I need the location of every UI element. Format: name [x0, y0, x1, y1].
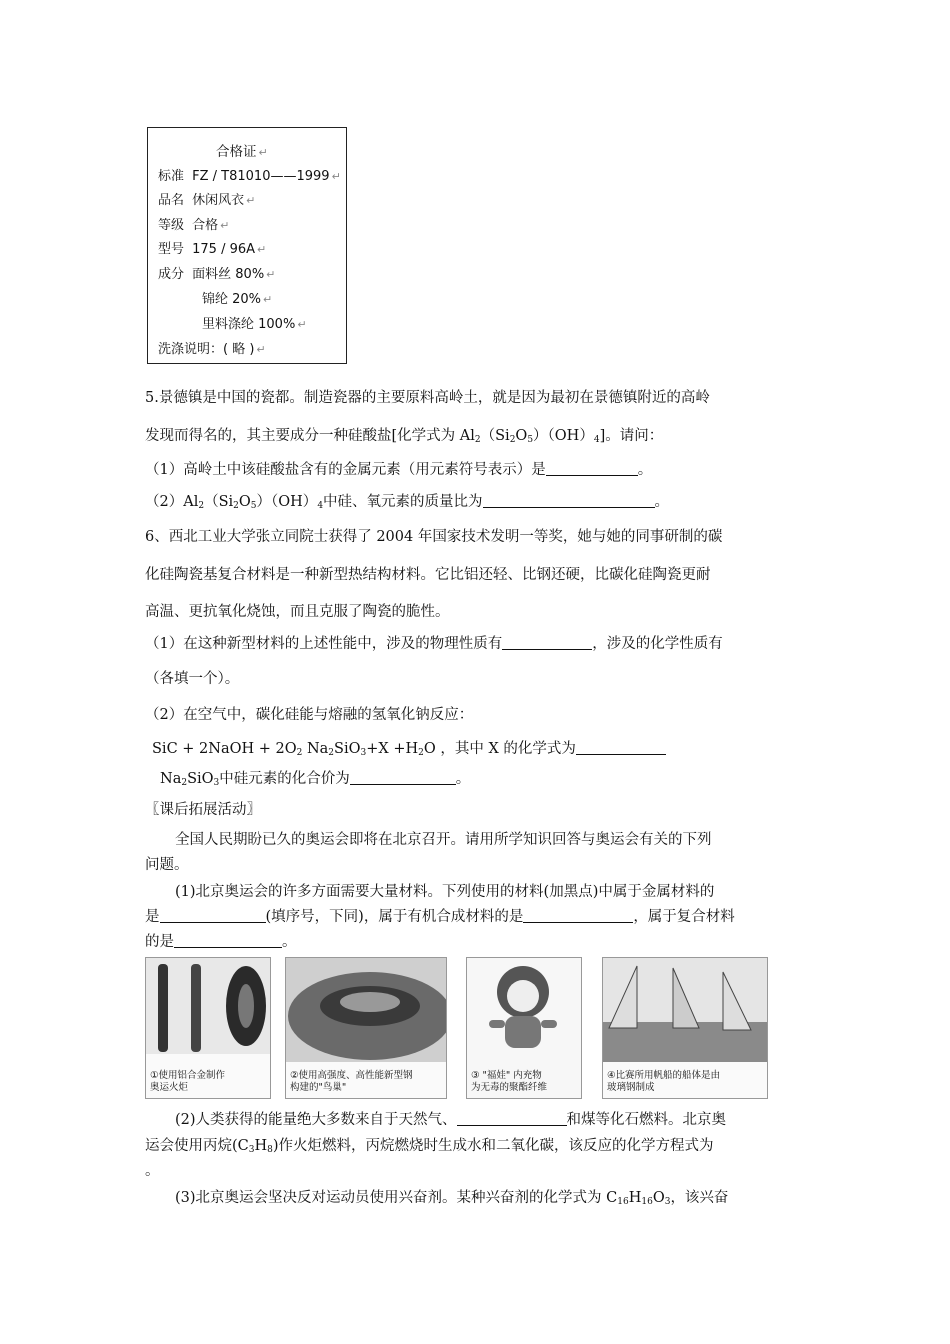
answer-blank[interactable]	[523, 908, 633, 923]
q6-line-1: 6、西北工业大学张立同院士获得了 2004 年国家技术发明一等奖，她与她的同事研制的碳	[145, 529, 723, 545]
activity-intro-1: 全国人民期盼已久的奥运会即将在北京召开。请用所学知识回答与奥运会有关的下列	[175, 832, 712, 848]
photo-torch	[145, 957, 271, 1099]
q6-part-2: （2）在空气中，碳化硅能与熔融的氢氧化钠反应：	[145, 707, 474, 723]
activity-heading: 〖课后拓展活动〗	[145, 802, 261, 818]
certificate-extra-line: 锦纶 20% ↵	[202, 292, 273, 307]
q6-equation: SiC + 2NaOH + $2O_2$ $Na_2SiO_3+X +H_2O$ ，其中 X 的化学式为	[152, 737, 666, 758]
certificate-title: 合格证 ↵	[216, 144, 268, 160]
activity-p1-line-1: (1)北京奥运会的许多方面需要大量材料。下列使用的材料(加黑点)中属于金属材料的	[175, 884, 715, 900]
activity-p2-line-3: 。	[145, 1163, 160, 1179]
q6-line-2: 化硅陶瓷基复合材料是一种新型热结构材料。它比铝还轻、比钢还硬，比碳化硅陶瓷更耐	[145, 567, 711, 583]
answer-blank[interactable]	[546, 461, 638, 476]
activity-p1-line-3: 的是 。	[145, 934, 297, 950]
photo-sailboats	[602, 957, 768, 1099]
activity-intro-2: 问题。	[145, 857, 189, 873]
certificate-row: 等级 合格 ↵	[158, 218, 230, 233]
photo-fuwa	[466, 957, 582, 1099]
q5-part-1: （1）高岭土中该硅酸盐含有的金属元素（用元素符号表示）是 。	[145, 462, 653, 478]
photo-caption: ③ "福娃" 内充物 为无毒的聚酯纤维	[471, 1070, 548, 1093]
q5-line-2: 发现而得名的，其主要成分一种硅酸盐[化学式为 $Al_2(Si_2O_5)(OH)_4$]。请问：	[145, 428, 664, 445]
answer-blank[interactable]	[483, 493, 655, 508]
answer-blank[interactable]	[350, 770, 456, 785]
photo-birds-nest	[285, 957, 447, 1099]
certificate-extra-line: 里料涤纶 100% ↵	[202, 317, 307, 332]
activity-p2-line-1: (2)人类获得的能量绝大多数来自于天然气、 和煤等化石燃料。北京奥	[175, 1112, 727, 1128]
activity-p1-line-2: 是 (填序号，下同)，属于有机合成材料的是 ，属于复合材料	[145, 909, 735, 925]
certificate-row: 品名 休闲风衣 ↵	[158, 193, 256, 208]
answer-blank[interactable]	[576, 740, 666, 755]
activity-p3-line-1: (3)北京奥运会坚决反对运动员使用兴奋剂。某种兴奋剂的化学式为 $C_{16}H_{16}O_3$，该兴奋	[175, 1190, 729, 1207]
q5-part-2: $(2)Al_2(Si_2O_5)(OH)_4$中硅、氧元素的质量比为 。	[145, 494, 670, 511]
activity-p2-line-2: 运会使用丙烷$(C_3H_8)$作火炬燃料，丙烷燃烧时生成水和二氧化碳，该反应的化学方程式为	[145, 1138, 714, 1155]
photo-caption: ①使用铝合金制作 奥运火炬	[150, 1070, 226, 1093]
photo-caption: ②使用高强度、高性能新型钢 构建的"鸟巢"	[290, 1070, 413, 1093]
q5-line-1: 5.景德镇是中国的瓷都。制造瓷器的主要原料高岭土，就是因为最初在景德镇附近的高岭	[145, 390, 710, 406]
answer-blank[interactable]	[174, 933, 282, 948]
answer-blank[interactable]	[502, 635, 592, 650]
answer-blank[interactable]	[457, 1111, 567, 1126]
q6-part-1: （1）在这种新型材料的上述性能中，涉及的物理性质有 ，涉及的化学性质有	[145, 636, 723, 652]
photo-caption: ④比赛所用帆船的船体是由 玻璃钢制成	[607, 1070, 721, 1093]
certificate-row: 成分 面料丝 80% ↵	[158, 267, 276, 282]
q6-part-1-note: （各填一个）。	[145, 671, 240, 687]
answer-blank[interactable]	[160, 908, 266, 923]
qualification-certificate	[147, 127, 347, 364]
q6-valence: $Na_2SiO_3$中硅元素的化合价为 。	[160, 771, 471, 788]
certificate-row: 标准 FZ / T81010——1999 ↵	[158, 169, 341, 184]
certificate-wash-note: 洗涤说明：( 略 ) ↵	[158, 342, 266, 357]
q6-line-3: 高温、更抗氧化烧蚀，而且克服了陶瓷的脆性。	[145, 604, 450, 620]
certificate-row: 型号 175 / 96A ↵	[158, 242, 267, 257]
